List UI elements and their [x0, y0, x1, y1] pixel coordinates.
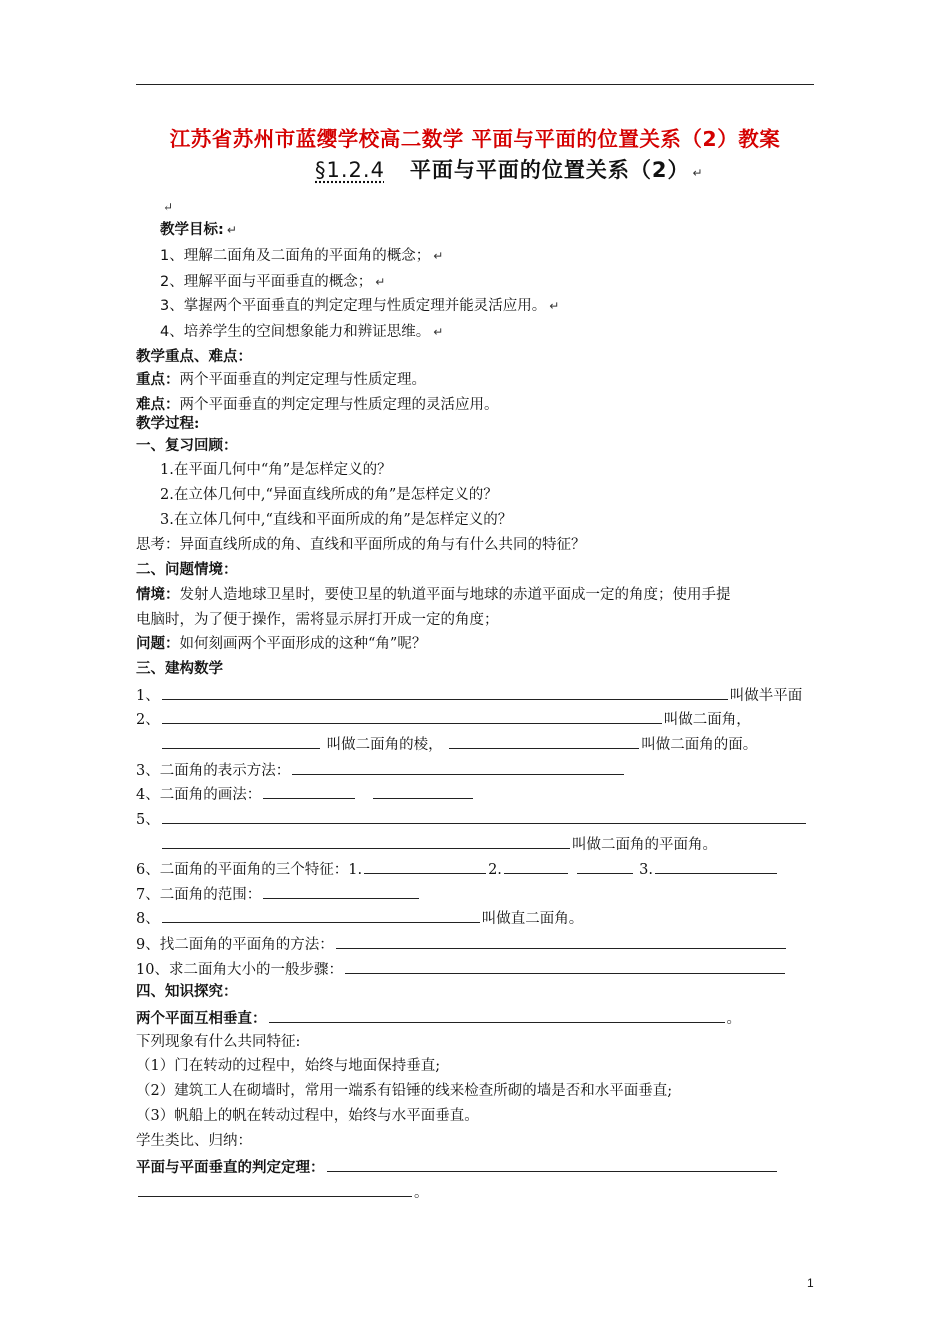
- fill-blank[interactable]: [364, 858, 486, 874]
- return-mark-icon: ↵: [226, 223, 237, 237]
- fill-blank[interactable]: [504, 858, 568, 874]
- construct-item-7: 7、二面角的范围：: [136, 883, 421, 905]
- objective-item: 2、理解平面与平面垂直的概念； ↵: [160, 274, 386, 290]
- phenomena-intro: 下列现象有什么共同特征:: [136, 1034, 301, 1050]
- construct-item-4: 4、二面角的画法：: [136, 783, 475, 805]
- review-question: 3.在立体几何中,“直线和平面所成的角”是怎样定义的？: [160, 512, 513, 528]
- construct-item-1: 1、 叫做半平面: [136, 684, 802, 706]
- fill-blank[interactable]: [162, 808, 806, 824]
- think-line: 思考：异面直线所成的角、直线和平面所成的角与有什么共同的特征？: [136, 537, 586, 553]
- key-points-heading: 教学重点、难点：: [136, 348, 252, 365]
- section-heading: 平面与平面的位置关系（2）: [409, 158, 690, 182]
- fill-blank[interactable]: [449, 733, 639, 749]
- fill-blank[interactable]: [269, 1007, 725, 1023]
- process-heading: 教学过程:: [136, 415, 200, 432]
- situation-line: 情境：发射人造地球卫星时，要使卫星的轨道平面与地球的赤道平面成一定的角度；使用手提: [136, 586, 731, 603]
- construct-heading: 三、建构数学: [136, 660, 223, 677]
- construct-item-10: 10、求二面角大小的一般步骤：: [136, 958, 787, 980]
- section-title: [315, 154, 704, 184]
- objective-item: 4、培养学生的空间想象能力和辨证思维。 ↵: [160, 324, 444, 340]
- fill-blank[interactable]: [162, 684, 728, 700]
- review-heading: 一、复习回顾：: [136, 437, 238, 454]
- document-title: 江苏省苏州市蓝缨学校高二数学 平面与平面的位置关系（2）教案: [169, 127, 781, 151]
- fill-blank[interactable]: [263, 883, 419, 899]
- construct-item-9: 9、找二面角的平面角的方法：: [136, 933, 788, 955]
- construct-item-5b: 叫做二面角的平面角。: [160, 833, 717, 855]
- fill-blank[interactable]: [655, 858, 777, 874]
- fill-blank[interactable]: [162, 708, 662, 724]
- review-question: 1.在平面几何中“角”是怎样定义的？: [160, 462, 392, 478]
- objective-item: 1、理解二面角及二面角的平面角的概念； ↵: [160, 248, 444, 264]
- difficulty-line: 难点：两个平面垂直的判定定理与性质定理的灵活应用。: [136, 396, 499, 413]
- fill-blank[interactable]: [138, 1181, 412, 1197]
- header-rule: [136, 84, 814, 85]
- fill-blank[interactable]: [162, 733, 320, 749]
- objective-item: 3、掌握两个平面垂直的判定定理与性质定理并能灵活应用。 ↵: [160, 298, 560, 314]
- construct-item-6: 6、二面角的平面角的三个特征：1. 2. 3.: [136, 858, 779, 880]
- return-mark-icon: ↵: [375, 275, 386, 289]
- section-number: §1.2.4: [315, 158, 385, 182]
- theorem-line-2: 。: [136, 1181, 429, 1203]
- focus-line: 重点：两个平面垂直的判定定理与性质定理。: [136, 371, 426, 388]
- summary-line: 学生类比、归纳：: [136, 1133, 252, 1149]
- construct-item-8: 8、 叫做直二面角。: [136, 907, 583, 929]
- fill-blank[interactable]: [373, 783, 473, 799]
- objectives-heading: 教学目标: ↵: [160, 222, 237, 238]
- construct-item-2b: 叫做二面角的棱， 叫做二面角的面。: [160, 733, 757, 755]
- construct-item-3: 3、二面角的表示方法：: [136, 759, 626, 781]
- fill-blank[interactable]: [292, 759, 624, 775]
- question-line: 问题：如何刻画两个平面形成的这种“角”呢？: [136, 635, 427, 652]
- fill-blank[interactable]: [327, 1156, 777, 1172]
- return-mark-icon: ↵: [433, 249, 444, 263]
- return-mark-icon: ↵: [163, 200, 174, 214]
- return-mark-icon: ↵: [433, 325, 444, 339]
- fill-blank[interactable]: [263, 783, 355, 799]
- phenomenon-item: （3）帆船上的帆在转动过程中，始终与水平面垂直。: [136, 1108, 479, 1124]
- fill-blank[interactable]: [162, 907, 480, 923]
- phenomenon-item: （2）建筑工人在砌墙时，常用一端系有铅锤的线来检查所砌的墙是否和水平面垂直;: [136, 1083, 673, 1099]
- fill-blank[interactable]: [162, 833, 570, 849]
- construct-item-2: 2、 叫做二面角，: [136, 708, 751, 730]
- situation-heading: 二、问题情境：: [136, 561, 238, 578]
- perpendicular-definition: 两个平面互相垂直： 。: [136, 1007, 741, 1029]
- fill-blank[interactable]: [345, 958, 785, 974]
- review-question: 2.在立体几何中,“异面直线所成的角”是怎样定义的？: [160, 487, 498, 503]
- fill-blank[interactable]: [577, 858, 633, 874]
- return-mark-icon: ↵: [549, 299, 560, 313]
- theorem-line: 平面与平面垂直的判定定理：: [136, 1156, 779, 1178]
- situation-line-2: 电脑时，为了便于操作，需将显示屏打开成一定的角度；: [136, 612, 499, 628]
- explore-heading: 四、知识探究：: [136, 983, 238, 1000]
- page-number: 1: [807, 1276, 814, 1290]
- fill-blank[interactable]: [336, 933, 786, 949]
- phenomenon-item: （1）门在转动的过程中，始终与地面保持垂直;: [136, 1058, 441, 1074]
- return-mark-icon: ↵: [692, 166, 704, 180]
- construct-item-5: 5、: [136, 808, 808, 830]
